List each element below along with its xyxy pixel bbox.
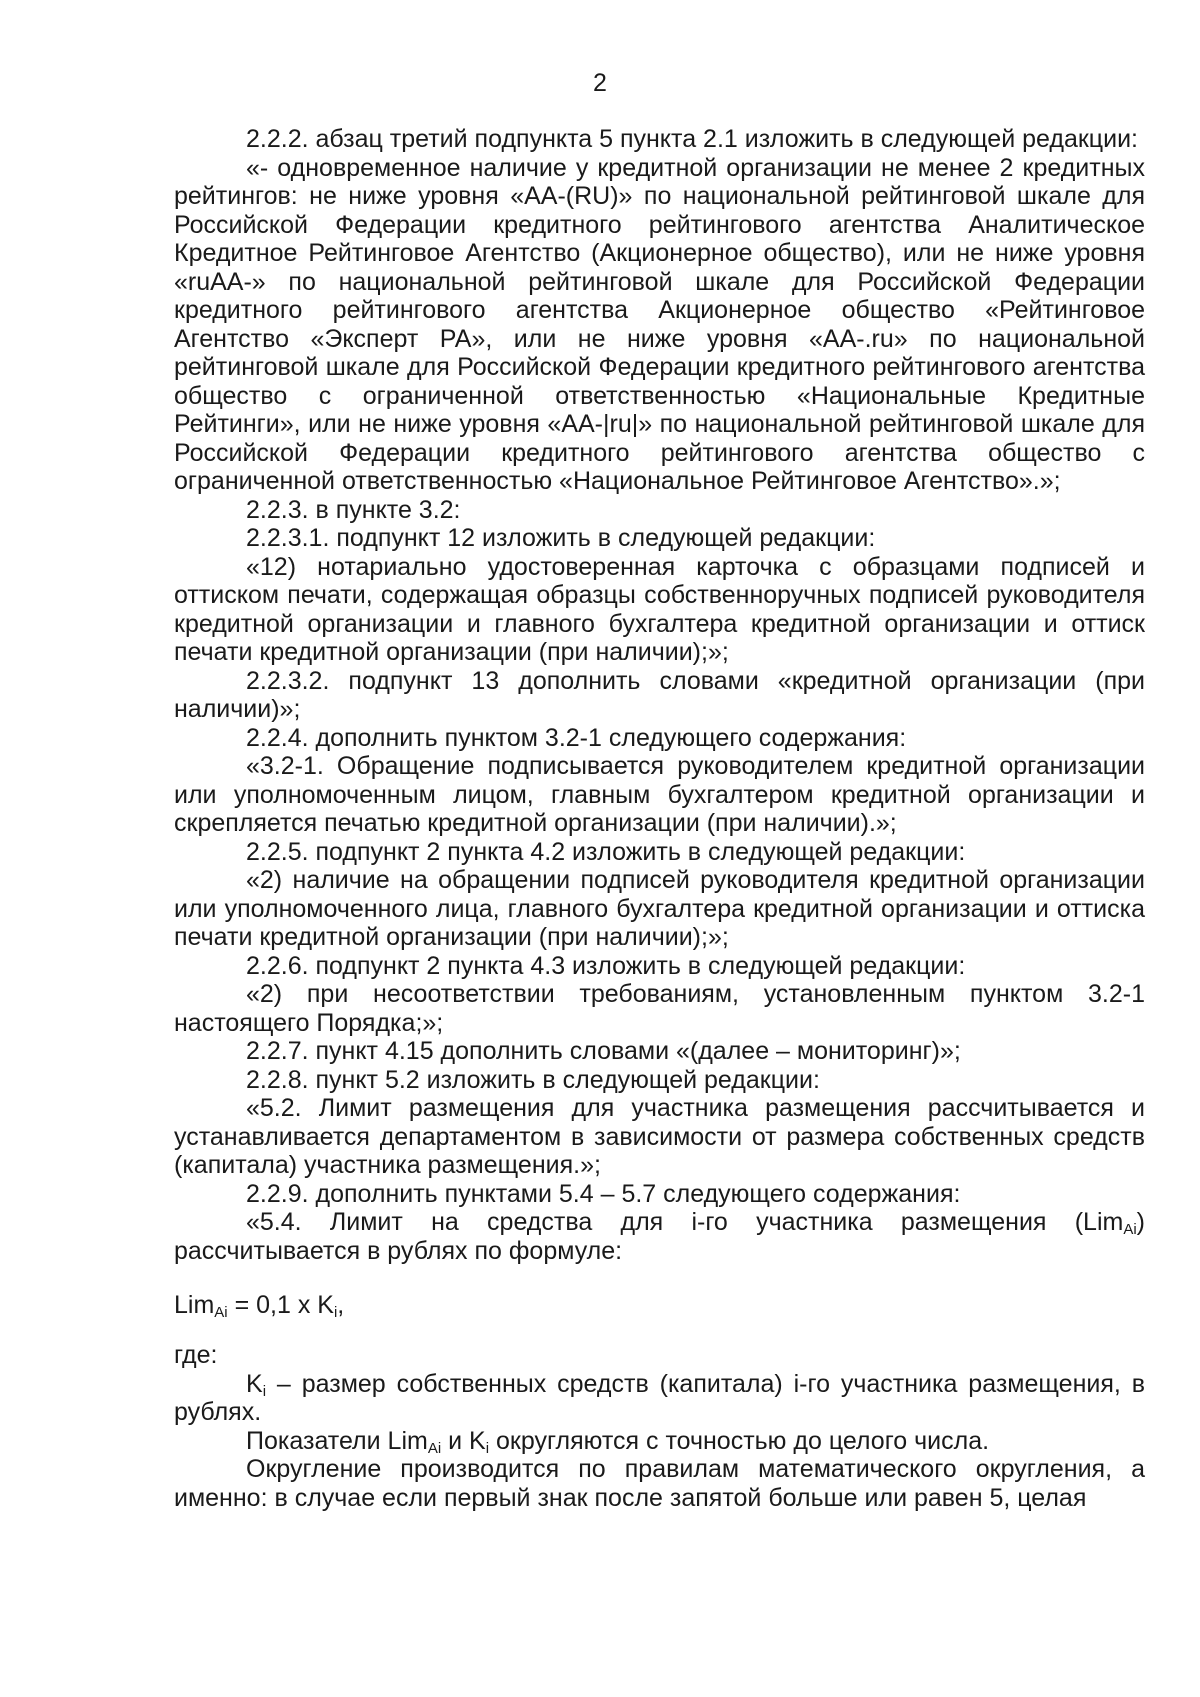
- formula-end: ,: [337, 1291, 345, 1319]
- formula-k-subscript: i: [333, 1304, 338, 1321]
- paragraph-rounding-rules: Округление производится по правилам математического округления, а именно: в случае если первый знак после запятой больше или равен 5, целая: [174, 1455, 1145, 1512]
- formula-body: = 0,1 x K: [227, 1291, 334, 1319]
- ki-subscript: i: [262, 1382, 267, 1400]
- paragraph-2-2-2: 2.2.2. абзац третий подпункта 5 пункта 2.1 изложить в следующей редакции:: [246, 125, 1138, 153]
- paragraph-subitem-2-signatures: «2) наличие на обращении подписей руководителя кредитной организации или уполномоченного лица, главного бухгалтера кредитной организации и оттиска печати кредитной организации (при наличии);»;: [174, 866, 1145, 951]
- rounding-lim-subscript: Ai: [427, 1439, 442, 1457]
- paragraph-2-2-3-1: 2.2.3.1. подпункт 12 изложить в следующей редакции:: [246, 524, 876, 552]
- paragraph-ki-definition: [174, 1370, 1145, 1427]
- paragraph-subitem-2-noncompliance: «2) при несоответствии требованиям, установленным пунктом 3.2-1 настоящего Порядка;»;: [174, 980, 1145, 1037]
- page-number: 2: [593, 69, 607, 97]
- subscript-ai: Ai: [1123, 1221, 1137, 1238]
- paragraph-rating-requirement: «- одновременное наличие у кредитной организации не менее 2 кредитных рейтингов: не ниже уровня «AA-(RU)» по национальной рейтинговой шкале для Российской Федерации кредитного рейтингового агентства Аналитическое Кредитное Рейтинговое Агентство (Акционерное общество), или не ниже уровня «ruAA-» по национальной рейтинговой шкале для Российской Федерации кредитного рейтингового агентства Акционерное общество «Рейтинговое Агентство «Эксперт РА», или не ниже уровня «AA-.ru» по национальной рейтинговой шкале для Российской Федерации кредитного рейтингового агентства общество с ограниченной ответственностью «Национальные Кредитные Рейтинги», или не ниже уровня «AA-|ru|» по национальной рейтинговой шкале для Российской Федерации кредитного рейтингового агентства общество с ограниченной ответственностью «Национальное Рейтинговое Агентство».»;: [174, 153, 1145, 495]
- formula-lim: Lim: [174, 1291, 215, 1319]
- paragraph-rounding-indicators: [174, 1427, 1145, 1456]
- paragraph-2-2-3: 2.2.3. в пункте 3.2:: [246, 495, 461, 524]
- rounding-text-start: Показатели Lim: [246, 1426, 428, 1455]
- paragraph-subitem-12: «12) нотариально удостоверенная карточка с образцами подписей и оттиском печати, содержащая образцы собственноручных подписей руководителя кредитной организации и главного бухгалтера кредитной организации и оттиск печати кредитной организации (при наличии);»;: [174, 552, 1145, 666]
- paragraph-2-2-9: 2.2.9. дополнить пунктами 5.4 – 5.7 следующего содержания:: [246, 1179, 961, 1208]
- paragraph-2-2-4: 2.2.4. дополнить пунктом 3.2-1 следующего содержания:: [246, 723, 907, 752]
- paragraph-2-2-5: 2.2.5. подпункт 2 пункта 4.2 изложить в следующей редакции:: [246, 837, 966, 866]
- paragraph-3-2-1: «3.2-1. Обращение подписывается руководителем кредитной организации или уполномоченным лицом, главным бухгалтером кредитной организации и скрепляется печатью кредитной организации (при наличии).»;: [174, 752, 1145, 837]
- paragraph-5-2: «5.2. Лимит размещения для участника размещения рассчитывается и устанавливается департаментом в зависимости от размера собственных средств (капитала) участника размещения.»;: [174, 1094, 1145, 1179]
- ki-symbol: K: [246, 1369, 263, 1398]
- paragraph-2-2-6: 2.2.6. подпункт 2 пункта 4.3 изложить в следующей редакции:: [246, 951, 966, 980]
- rounding-text-mid: и K: [441, 1426, 486, 1455]
- formula-lim-subscript: Ai: [214, 1304, 228, 1321]
- ki-definition-text: – размер собственных средств (капитала) i-го участника размещения, в рублях.: [174, 1369, 1145, 1426]
- limit-formula: [174, 1290, 1145, 1320]
- rounding-text-end: округляются с точностью до целого числа.: [489, 1426, 990, 1455]
- paragraph-2-2-7: 2.2.7. пункт 4.15 дополнить словами «(далее – мониторинг)»;: [246, 1037, 961, 1065]
- paragraph-5-4-start: «5.4. Лимит на средства для i-го участника размещения (Lim: [246, 1208, 1124, 1236]
- paragraph-2-2-3-2: 2.2.3.2. подпункт 13 дополнить словами «кредитной организации (при наличии)»;: [174, 666, 1145, 723]
- paragraph-2-2-8: 2.2.8. пункт 5.2 изложить в следующей редакции:: [246, 1065, 820, 1094]
- rounding-k-subscript: i: [485, 1439, 490, 1457]
- document-body: [174, 125, 1145, 1512]
- paragraph-where: где:: [174, 1341, 218, 1369]
- paragraph-5-4: [174, 1208, 1145, 1265]
- paragraph-5-4-end: ) рассчитывается в рублях по формуле:: [174, 1208, 1145, 1265]
